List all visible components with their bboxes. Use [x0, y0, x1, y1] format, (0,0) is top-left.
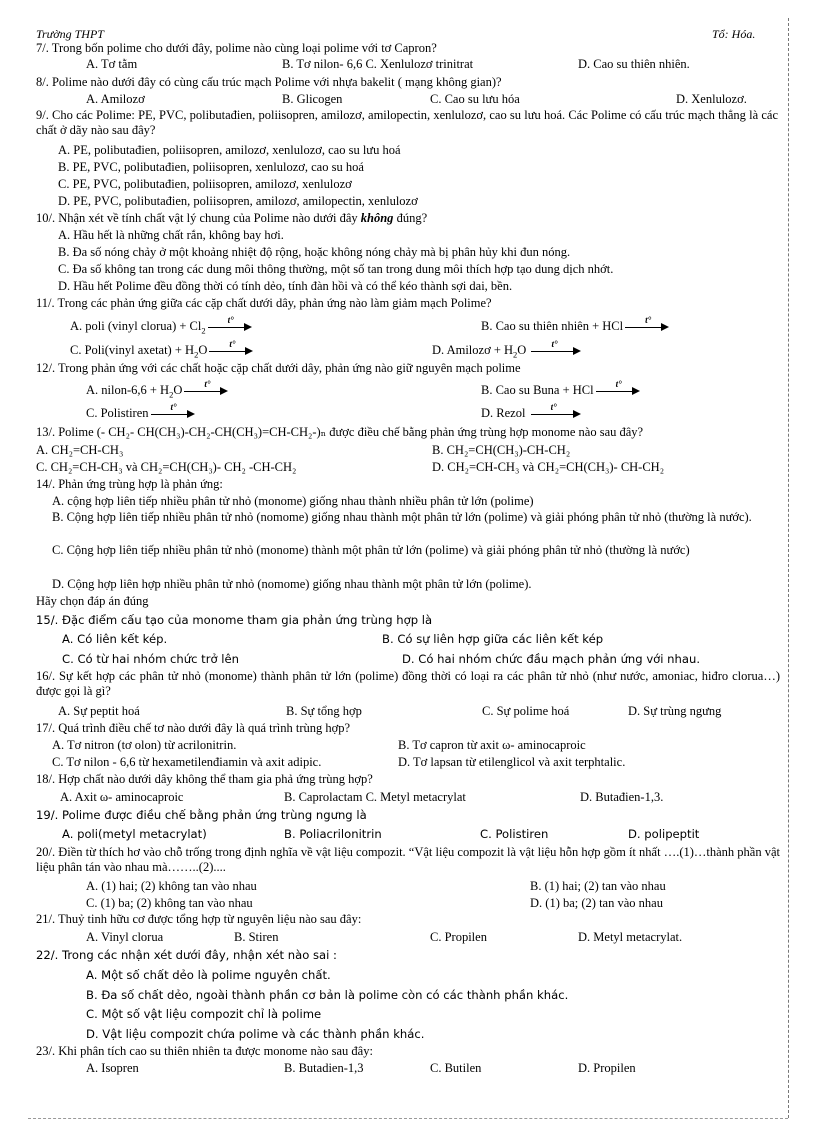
q11-option-a [70, 315, 252, 338]
q7-stem: 7/. Trong bốn polime cho dưới đây, polime nào cùng loại polime với tơ Capron? [36, 41, 437, 55]
bottom-border [28, 1118, 788, 1119]
q13-option-b: B. CH₂=CH(CH₃)-CH-CH₂ [432, 443, 571, 457]
q12-stem: 12/. Trong phản ứng với các chất hoặc cặp chất dưới dây, phản ứng nào giữ nguyên mạch polime [36, 361, 521, 375]
q17-option-d: D. Tơ lapsan từ etilenglicol và axit terphtalic. [398, 755, 626, 769]
q20-option-a: A. (1) hai; (2) không tan vào nhau [86, 879, 257, 893]
q15-option-c: C. Có từ hai nhóm chức trở lên [62, 652, 239, 666]
q9-option-a: A. PE, polibutađien, poliisopren, amilozơ, xenlulozơ, cao su lưu hoá [58, 143, 401, 157]
q19-option-b: B. Poliacrilonitrin [284, 827, 382, 841]
q8-stem: 8/. Polime nào dưới đây có cùng cấu trúc mạch Polime với nhựa bakelit ( mạng không gian)? [36, 75, 502, 89]
q11-stem: 11/. Trong các phản ứng giữa các cặp chất dưới dây, phản ứng nào làm giảm mạch Polime? [36, 296, 492, 310]
q18-option-b: B. Caprolactam C. Metyl metacrylat [284, 790, 466, 804]
q16-option-a: A. Sự peptit hoá [58, 704, 140, 718]
q23-stem: 23/. Khi phân tích cao su thiên nhiên ta được monome nào sau đây: [36, 1044, 373, 1058]
q21-stem: 21/. Thuỷ tinh hữu cơ được tổng hợp từ nguyên liệu nào sau đây: [36, 912, 362, 926]
q23-option-d: D. Propilen [578, 1061, 636, 1075]
q11-option-d-sub: 2 [513, 349, 518, 360]
reaction-arrow-icon: t° [596, 386, 640, 396]
q9-stem: 9/. Cho các Polime: PE, PVC, polibutađien, poliisopren, amilozơ, amilopectin, xenlulozơ, cao su lưu hoá. Các Polime có cấu trúc mạch thẳng là các chất ở dãy nào sau đây? [36, 108, 778, 137]
q10-stem-pre: 10/. Nhận xét về tính chất vật lý chung của Polime nào dưới đây [36, 211, 361, 225]
q11-option-c [70, 339, 253, 362]
reaction-arrow-icon: t° [209, 346, 253, 356]
q18-stem: 18/. Hợp chất nào dưới dây không thể tham gia phả ứng trùng hợp? [36, 772, 373, 786]
q10-option-b: B. Đa số nóng chảy ở một khoảng nhiệt độ rộng, hoặc không nóng chảy mà bị phân hủy khi đun nóng. [58, 245, 571, 259]
q12-option-d [481, 402, 581, 420]
q8-option-d: D. Xenlulozơ. [676, 92, 747, 106]
q11-option-d-tail: O [517, 343, 527, 357]
q20-option-b: B. (1) hai; (2) tan vào nhau [530, 879, 666, 893]
q20-option-d: D. (1) ba; (2) tan vào nhau [530, 896, 663, 910]
q22-option-a: A. Một số chất dẻo là polime nguyên chất. [86, 968, 331, 982]
reaction-arrow-icon: t° [208, 322, 252, 332]
q22-option-d: D. Vật liệu compozit chứa polime và các thành phần khác. [86, 1027, 425, 1041]
q18-option-d: D. Butađien-1,3. [580, 790, 664, 804]
reaction-arrow-icon: t° [625, 322, 669, 332]
q13-option-c: C. CH₂=CH-CH₃ và CH₂=CH(CH₃)- CH₂ -CH-CH₂ [36, 460, 297, 474]
q14-note: Hãy chọn đáp án đúng [36, 594, 149, 608]
q21-option-c: C. Propilen [430, 930, 487, 944]
reaction-arrow-icon: t° [184, 386, 228, 396]
q14-option-d: D. Cộng hợp liên hợp nhiều phân tử nhỏ (nomome) giống nhau thành một phân tử lớn (polime). [52, 577, 532, 591]
q12-option-d-text: D. Rezol [481, 406, 526, 420]
q15-option-d: D. Có hai nhóm chức đầu mạch phản ứng với nhau. [402, 652, 701, 666]
q11-option-c-tail: O [198, 343, 208, 357]
q9-option-d: D. PE, PVC, polibutađien, poliisopren, amilozơ, amilopectin, xenlulozơ [58, 194, 418, 208]
q17-option-b: B. Tơ capron từ axit ω- aminocaproic [398, 738, 586, 752]
q20-option-c: C. (1) ba; (2) không tan vào nhau [86, 896, 253, 910]
q19-option-c: C. Polistiren [480, 827, 549, 841]
q10-option-c: C. Đa số không tan trong các dung môi thông thường, một số tan trong dung môi thích hợp tạo dung dịch nhớt. [58, 262, 614, 276]
reaction-arrow-icon: t° [151, 409, 195, 419]
q12-option-c [86, 402, 195, 420]
q18-option-a: A. Axit ω- aminocaproic [60, 790, 184, 804]
q14-option-a: A. cộng hợp liên tiếp nhiều phân tử nhỏ (monome) giống nhau thành nhiều phân tử lớn (polime) [52, 494, 534, 508]
q16-option-d: D. Sự trùng ngưng [628, 704, 722, 718]
q10-stem-post: đúng? [393, 211, 428, 225]
q21-option-d: D. Metyl metacrylat. [578, 930, 683, 944]
q7-option-d: D. Cao su thiên nhiên. [578, 57, 690, 71]
q11-option-a-text: A. poli (vinyl clorua) + Cl [70, 319, 202, 333]
q19-option-d: D. polipeptit [628, 827, 700, 841]
q11-option-b [481, 315, 669, 333]
reaction-arrow-icon: t° [531, 409, 581, 419]
q12-option-b-text: B. Cao su Buna + HCl [481, 383, 594, 397]
q15-stem: 15/. Đặc điểm cấu tạo của monome tham gia phản ứng trùng hợp là [36, 613, 433, 627]
q10-option-a: A. Hầu hết là những chất rắn, không bay hơi. [58, 228, 284, 242]
q15-option-b: B. Có sự liên hợp giữa các liên kết kép [382, 632, 604, 646]
q17-option-a: A. Tơ nitron (tơ olon) từ acrilonitrin. [52, 738, 237, 752]
reaction-arrow-icon: t° [531, 346, 581, 356]
q11-option-d-text: D. Amilozơ + H [432, 343, 514, 357]
q13-stem: 13/. Polime (- CH₂- CH(CH₃)-CH₂-CH(CH₃)=CH-CH₂-)ₙ được điều chế bằng phản ứng trùng hợp monome nào sau đây? [36, 425, 644, 439]
q10-stem [36, 211, 427, 225]
q23-option-c: C. Butilen [430, 1061, 482, 1075]
q8-option-b: B. Glicogen [282, 92, 343, 106]
q22-option-b: B. Đa số chất dẻo, ngoài thành phần cơ bản là polime còn có các thành phần khác. [86, 988, 569, 1002]
q12-option-b [481, 379, 640, 397]
q17-option-c: C. Tơ nilon - 6,6 từ hexametilenđiamin và axit adipic. [52, 755, 322, 769]
q15-option-a: A. Có liên kết kép. [62, 632, 168, 646]
q11-option-a-sub: 2 [201, 325, 206, 336]
q14-stem: 14/. Phản ứng trùng hợp là phản ứng: [36, 477, 223, 491]
q23-option-b: B. Butadien-1,3 [284, 1061, 364, 1075]
q21-option-a: A. Vinyl clorua [86, 930, 164, 944]
q8-option-c: C. Cao su lưu hóa [430, 92, 520, 106]
q11-option-c-sub: 2 [194, 349, 199, 360]
q7-option-b: B. Tơ nilon- 6,6 C. Xenlulozơ trinitrat [282, 57, 474, 71]
right-border [788, 18, 789, 1118]
q12-option-a-sub: 2 [169, 389, 174, 400]
q11-option-d [432, 339, 581, 362]
department-name: Tổ: Hóa. [712, 27, 756, 41]
q19-option-a: A. poli(metyl metacrylat) [62, 827, 207, 841]
q16-stem: 16/. Sự kết hợp các phân tử nhỏ (monome) thành phân tử lớn (polime) đồng thời có loại ra các phân tử nhỏ (như nước, amoniac, hiđro clorua…) được gọi là gì? [36, 669, 780, 698]
q10-option-d: D. Hầu hết Polime đều đồng thời có tính dẻo, tính đàn hồi và có thể kéo thành sợi dai, bền. [58, 279, 513, 293]
q17-stem: 17/. Quá trình điều chế tơ nào dưới đây là quá trình trùng hợp? [36, 721, 351, 735]
q11-option-b-text: B. Cao su thiên nhiên + HCl [481, 319, 624, 333]
q11-option-c-text: C. Poli(vinyl axetat) + H [70, 343, 195, 357]
q19-stem: 19/. Polime được điều chế bằng phản ứng trùng ngưng là [36, 808, 367, 822]
q13-option-a: A. CH₂=CH-CH₃ [36, 443, 124, 457]
school-name: Trường THPT [36, 27, 104, 41]
q13-option-d: D. CH₂=CH-CH₃ và CH₂=CH(CH₃)- CH-CH₂ [432, 460, 665, 474]
q7-option-a: A. Tơ tằm [86, 57, 138, 71]
q12-option-c-text: C. Polistiren [86, 406, 149, 420]
q22-stem: 22/. Trong các nhận xét dưới đây, nhận xét nào sai : [36, 948, 337, 962]
q16-option-b: B. Sự tổng hợp [286, 704, 362, 718]
q10-stem-emphasis: không [360, 211, 394, 225]
q8-option-a: A. Amilozơ [86, 92, 145, 106]
q12-option-a [86, 379, 228, 402]
q14-option-c: C. Cộng hợp liên tiếp nhiều phân tử nhỏ (monome) thành một phân tử lớn (polime) và giải phóng phân tử nhỏ (thường là nước) [52, 543, 690, 557]
q14-option-b: B. Cộng hợp liên tiếp nhiều phân tử nhỏ (nomome) giống nhau thành một phân tử lớn (polime) và giải phóng phân tử nhỏ (thường là nước). [52, 510, 752, 524]
q22-option-c: C. Một số vật liệu compozit chỉ là polime [86, 1007, 322, 1021]
q9-option-b: B. PE, PVC, polibutađien, poliisopren, xenlulozơ, cao su hoá [58, 160, 364, 174]
q16-option-c: C. Sự polime hoá [482, 704, 570, 718]
q12-option-a-tail: O [173, 383, 183, 397]
q21-option-b: B. Stiren [234, 930, 279, 944]
q23-option-a: A. Isopren [86, 1061, 139, 1075]
q12-option-a-text: A. nilon-6,6 + H [86, 383, 170, 397]
q20-stem: 20/. Điền từ thích hơ vào chỗ trống trong định nghĩa về vật liệu compozit. “Vật liệu compozit là vật liệu hỗn hợp gồm ít nhất ….(1)…thành phần vật liệu phân tán vào nhau mà……..(2).... [36, 845, 780, 874]
q9-option-c: C. PE, PVC, polibutađien, poliisopren, amilozơ, xenlulozơ [58, 177, 352, 191]
